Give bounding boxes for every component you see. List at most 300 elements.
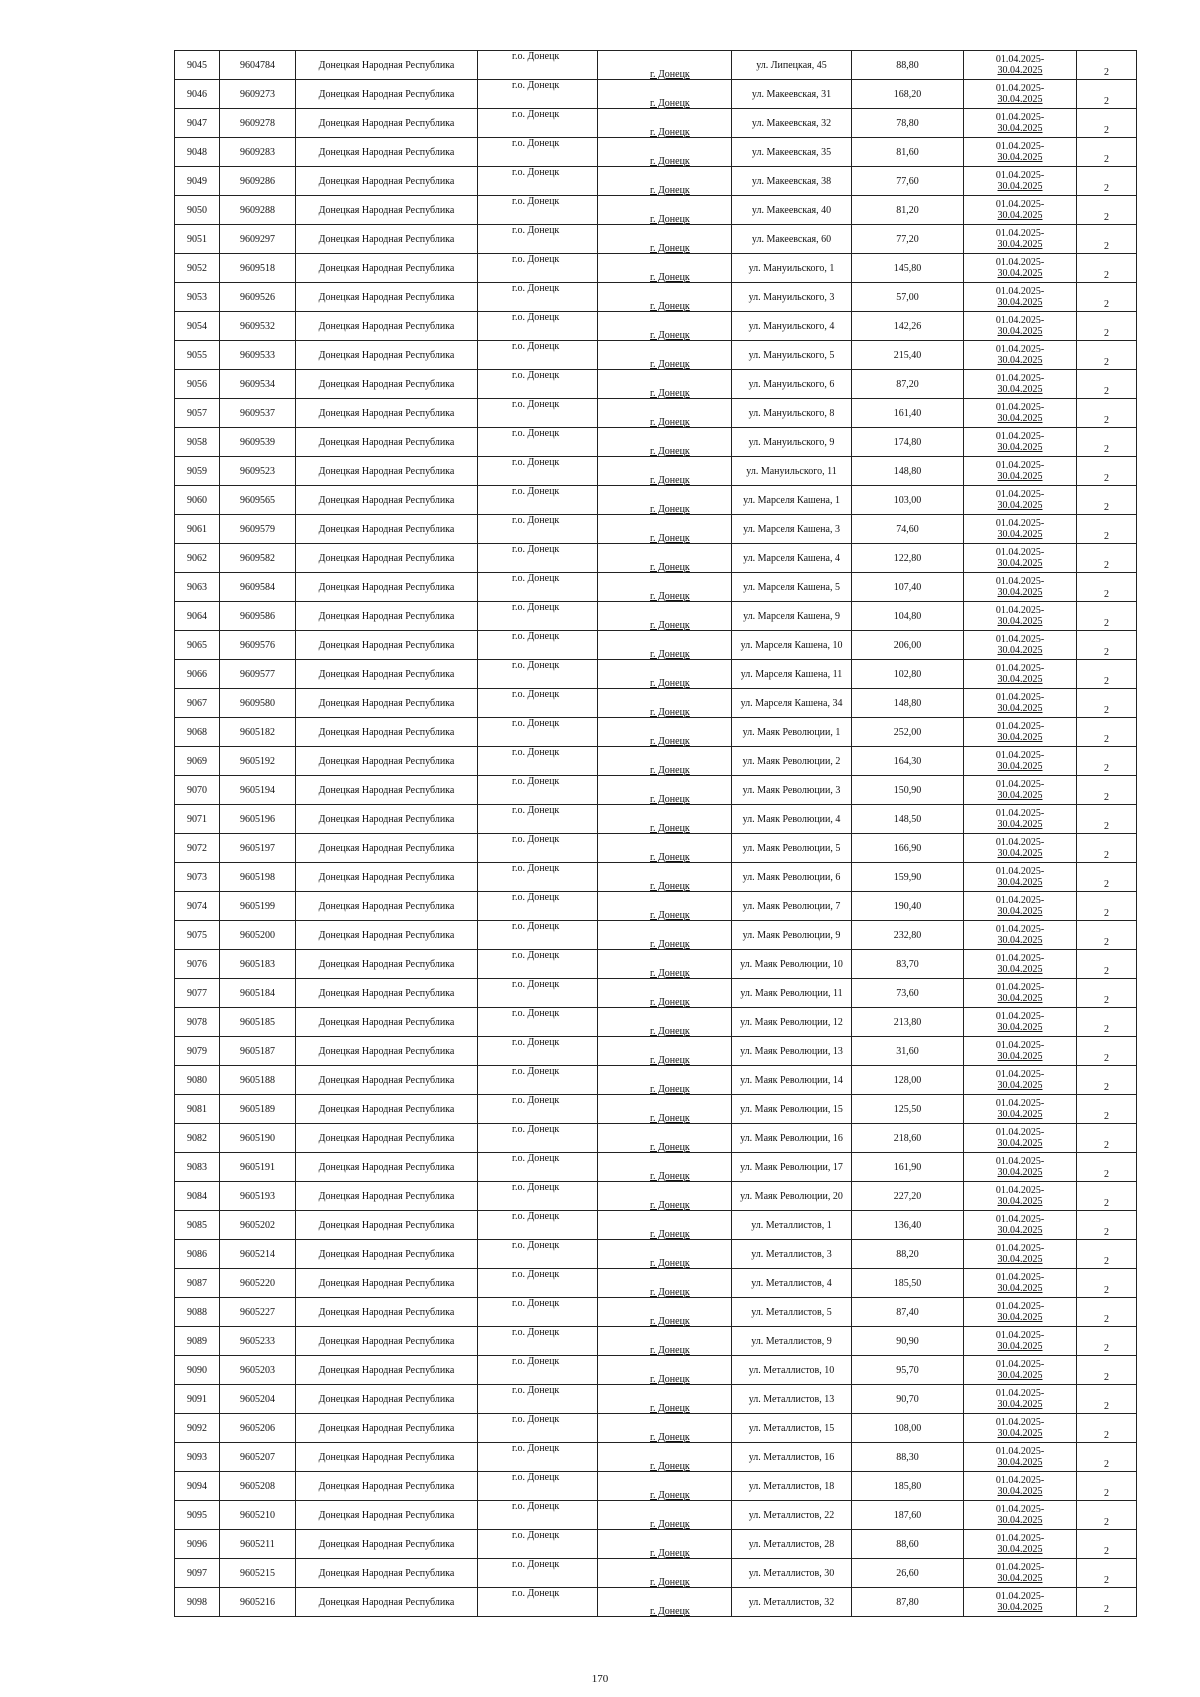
city-name-text: г. Донецк — [650, 620, 690, 631]
row-number: 9062 — [175, 544, 220, 573]
street-address: ул. Металлистов, 5 — [732, 1298, 852, 1327]
period-start: 01.04.2025- — [995, 1504, 1045, 1515]
table-row — [175, 80, 1137, 109]
area-value: 107,40 — [852, 573, 964, 602]
urban-district — [478, 573, 598, 602]
region-name: Донецкая Народная Республика — [296, 225, 478, 254]
table-row — [175, 776, 1137, 805]
city-name-text: г. Донецк — [650, 185, 690, 196]
table-row — [175, 892, 1137, 921]
city-name-text: г. Донецк — [650, 910, 690, 921]
city-name-text: г. Донецк — [650, 1142, 690, 1153]
urban-district — [478, 805, 598, 834]
period-end: 30.04.2025 — [997, 906, 1043, 917]
area-value: 185,80 — [852, 1472, 964, 1501]
count-value-text: 2 — [1104, 937, 1109, 948]
city-name-text: г. Донецк — [650, 1200, 690, 1211]
region-name: Донецкая Народная Республика — [296, 921, 478, 950]
urban-district-text: г.о. Донецк — [512, 660, 560, 671]
object-code: 9605203 — [220, 1356, 296, 1385]
period-end: 30.04.2025 — [997, 645, 1043, 656]
period — [964, 805, 1077, 834]
area-value: 88,80 — [852, 51, 964, 80]
count-value — [1077, 1153, 1137, 1182]
period — [964, 602, 1077, 631]
area-value: 87,40 — [852, 1298, 964, 1327]
urban-district-text: г.о. Донецк — [512, 1008, 560, 1019]
object-code: 9609579 — [220, 515, 296, 544]
period-end: 30.04.2025 — [997, 123, 1043, 134]
row-number: 9096 — [175, 1530, 220, 1559]
region-name: Донецкая Народная Республика — [296, 1443, 478, 1472]
object-code: 9609534 — [220, 370, 296, 399]
urban-district — [478, 1066, 598, 1095]
table-row — [175, 1327, 1137, 1356]
period-start: 01.04.2025- — [995, 170, 1045, 181]
row-number: 9073 — [175, 863, 220, 892]
object-code: 9605204 — [220, 1385, 296, 1414]
period-start: 01.04.2025- — [995, 1359, 1045, 1370]
region-name: Донецкая Народная Республика — [296, 776, 478, 805]
period — [964, 1066, 1077, 1095]
area-value: 206,00 — [852, 631, 964, 660]
urban-district-text: г.о. Донецк — [512, 1211, 560, 1222]
area-value: 83,70 — [852, 950, 964, 979]
street-address: ул. Металлистов, 9 — [732, 1327, 852, 1356]
city-name — [598, 1298, 732, 1327]
region-name: Донецкая Народная Республика — [296, 515, 478, 544]
period-end: 30.04.2025 — [997, 1573, 1043, 1584]
period — [964, 718, 1077, 747]
urban-district — [478, 515, 598, 544]
region-name: Донецкая Народная Республика — [296, 689, 478, 718]
row-number: 9052 — [175, 254, 220, 283]
area-value: 88,30 — [852, 1443, 964, 1472]
row-number: 9088 — [175, 1298, 220, 1327]
period — [964, 1501, 1077, 1530]
object-code: 9605185 — [220, 1008, 296, 1037]
count-value-text: 2 — [1104, 618, 1109, 629]
table-row — [175, 167, 1137, 196]
table-row — [175, 863, 1137, 892]
object-code: 9605183 — [220, 950, 296, 979]
region-name: Донецкая Народная Республика — [296, 196, 478, 225]
table-row — [175, 225, 1137, 254]
city-name-text: г. Донецк — [650, 1258, 690, 1269]
city-name — [598, 283, 732, 312]
street-address: ул. Металлистов, 15 — [732, 1414, 852, 1443]
city-name — [598, 1472, 732, 1501]
area-value: 185,50 — [852, 1269, 964, 1298]
count-value — [1077, 167, 1137, 196]
city-name-text: г. Донецк — [650, 765, 690, 776]
street-address: ул. Маяк Революции, 14 — [732, 1066, 852, 1095]
count-value — [1077, 1211, 1137, 1240]
table-row — [175, 979, 1137, 1008]
period-end: 30.04.2025 — [997, 703, 1043, 714]
count-value-text: 2 — [1104, 705, 1109, 716]
count-value-text: 2 — [1104, 415, 1109, 426]
count-value — [1077, 1037, 1137, 1066]
row-number: 9045 — [175, 51, 220, 80]
row-number: 9063 — [175, 573, 220, 602]
urban-district-text: г.о. Донецк — [512, 1559, 560, 1570]
area-value: 215,40 — [852, 341, 964, 370]
area-value: 74,60 — [852, 515, 964, 544]
urban-district-text: г.о. Донецк — [512, 950, 560, 961]
period — [964, 1153, 1077, 1182]
period-end: 30.04.2025 — [997, 152, 1043, 163]
row-number: 9075 — [175, 921, 220, 950]
period-end: 30.04.2025 — [997, 355, 1043, 366]
area-value: 166,90 — [852, 834, 964, 863]
city-name — [598, 1385, 732, 1414]
area-value: 190,40 — [852, 892, 964, 921]
city-name-text: г. Донецк — [650, 504, 690, 515]
region-name: Донецкая Народная Республика — [296, 747, 478, 776]
object-code: 9604784 — [220, 51, 296, 80]
period-start: 01.04.2025- — [995, 982, 1045, 993]
region-name: Донецкая Народная Республика — [296, 834, 478, 863]
urban-district — [478, 718, 598, 747]
city-name-text: г. Донецк — [650, 156, 690, 167]
street-address: ул. Маяк Революции, 7 — [732, 892, 852, 921]
urban-district — [478, 1124, 598, 1153]
city-name — [598, 921, 732, 950]
count-value — [1077, 515, 1137, 544]
count-value-text: 2 — [1104, 270, 1109, 281]
count-value — [1077, 892, 1137, 921]
area-value: 78,80 — [852, 109, 964, 138]
city-name — [598, 631, 732, 660]
urban-district-text: г.о. Донецк — [512, 80, 560, 91]
count-value-text: 2 — [1104, 1285, 1109, 1296]
region-name: Донецкая Народная Республика — [296, 312, 478, 341]
period — [964, 1385, 1077, 1414]
period-start: 01.04.2025- — [995, 895, 1045, 906]
area-value: 168,20 — [852, 80, 964, 109]
street-address: ул. Маяк Революции, 15 — [732, 1095, 852, 1124]
count-value — [1077, 225, 1137, 254]
urban-district — [478, 776, 598, 805]
urban-district — [478, 1211, 598, 1240]
object-code: 9605197 — [220, 834, 296, 863]
urban-district — [478, 312, 598, 341]
urban-district — [478, 1588, 598, 1617]
period-start: 01.04.2025- — [995, 1127, 1045, 1138]
area-value: 57,00 — [852, 283, 964, 312]
period-end: 30.04.2025 — [997, 993, 1043, 1004]
street-address: ул. Маяк Революции, 17 — [732, 1153, 852, 1182]
table-row — [175, 1095, 1137, 1124]
period-start: 01.04.2025- — [995, 605, 1045, 616]
count-value-text: 2 — [1104, 1198, 1109, 1209]
city-name — [598, 1559, 732, 1588]
period-end: 30.04.2025 — [997, 1370, 1043, 1381]
count-value — [1077, 80, 1137, 109]
count-value — [1077, 51, 1137, 80]
city-name-text: г. Донецк — [650, 736, 690, 747]
count-value — [1077, 950, 1137, 979]
object-code: 9605208 — [220, 1472, 296, 1501]
object-code: 9609577 — [220, 660, 296, 689]
period-end: 30.04.2025 — [997, 471, 1043, 482]
region-name: Донецкая Народная Республика — [296, 1269, 478, 1298]
count-value-text: 2 — [1104, 792, 1109, 803]
row-number: 9069 — [175, 747, 220, 776]
region-name: Донецкая Народная Республика — [296, 399, 478, 428]
object-code: 9609288 — [220, 196, 296, 225]
region-name: Донецкая Народная Республика — [296, 1356, 478, 1385]
count-value — [1077, 1559, 1137, 1588]
object-code: 9605233 — [220, 1327, 296, 1356]
city-name-text: г. Донецк — [650, 388, 690, 399]
street-address: ул. Макеевская, 60 — [732, 225, 852, 254]
count-value — [1077, 921, 1137, 950]
city-name — [598, 1588, 732, 1617]
area-value: 88,20 — [852, 1240, 964, 1269]
region-name: Донецкая Народная Республика — [296, 1327, 478, 1356]
object-code: 9609523 — [220, 457, 296, 486]
period-start: 01.04.2025- — [995, 344, 1045, 355]
period — [964, 1327, 1077, 1356]
area-value: 174,80 — [852, 428, 964, 457]
region-name: Донецкая Народная Республика — [296, 631, 478, 660]
city-name-text: г. Донецк — [650, 69, 690, 80]
street-address: ул. Мануильского, 6 — [732, 370, 852, 399]
count-value-text: 2 — [1104, 1256, 1109, 1267]
count-value-text: 2 — [1104, 1459, 1109, 1470]
count-value-text: 2 — [1104, 966, 1109, 977]
object-code: 9609533 — [220, 341, 296, 370]
city-name — [598, 573, 732, 602]
region-name: Донецкая Народная Республика — [296, 863, 478, 892]
object-code: 9605184 — [220, 979, 296, 1008]
period-end: 30.04.2025 — [997, 529, 1043, 540]
table-row — [175, 602, 1137, 631]
row-number: 9086 — [175, 1240, 220, 1269]
city-name-text: г. Донецк — [650, 1374, 690, 1385]
period — [964, 1269, 1077, 1298]
period — [964, 1240, 1077, 1269]
row-number: 9074 — [175, 892, 220, 921]
urban-district-text: г.о. Донецк — [512, 979, 560, 990]
area-value: 73,60 — [852, 979, 964, 1008]
region-name: Донецкая Народная Республика — [296, 254, 478, 283]
period-start: 01.04.2025- — [995, 779, 1045, 790]
table-row — [175, 1008, 1137, 1037]
urban-district-text: г.о. Донецк — [512, 747, 560, 758]
count-value-text: 2 — [1104, 1314, 1109, 1325]
urban-district — [478, 1095, 598, 1124]
period — [964, 283, 1077, 312]
city-name-text: г. Донецк — [650, 1113, 690, 1124]
city-name-text: г. Донецк — [650, 446, 690, 457]
urban-district-text: г.о. Донецк — [512, 776, 560, 787]
period — [964, 689, 1077, 718]
street-address: ул. Мануильского, 11 — [732, 457, 852, 486]
urban-district — [478, 979, 598, 1008]
urban-district-text: г.о. Донецк — [512, 225, 560, 236]
object-code: 9605200 — [220, 921, 296, 950]
table-row — [175, 689, 1137, 718]
row-number: 9080 — [175, 1066, 220, 1095]
period — [964, 370, 1077, 399]
page-number: 170 — [591, 1673, 609, 1685]
count-value — [1077, 1327, 1137, 1356]
region-name: Донецкая Народная Республика — [296, 1037, 478, 1066]
period — [964, 1530, 1077, 1559]
count-value-text: 2 — [1104, 1575, 1109, 1586]
period-end: 30.04.2025 — [997, 732, 1043, 743]
urban-district — [478, 1298, 598, 1327]
urban-district-text: г.о. Донецк — [512, 1414, 560, 1425]
region-name: Донецкая Народная Республика — [296, 341, 478, 370]
region-name: Донецкая Народная Республика — [296, 1008, 478, 1037]
city-name-text: г. Донецк — [650, 1490, 690, 1501]
city-name-text: г. Донецк — [650, 1316, 690, 1327]
city-name — [598, 486, 732, 515]
period — [964, 1182, 1077, 1211]
row-number: 9089 — [175, 1327, 220, 1356]
period-start: 01.04.2025- — [995, 1591, 1045, 1602]
period — [964, 863, 1077, 892]
urban-district-text: г.о. Донецк — [512, 254, 560, 265]
count-value-text: 2 — [1104, 1169, 1109, 1180]
urban-district — [478, 254, 598, 283]
row-number: 9076 — [175, 950, 220, 979]
period-end: 30.04.2025 — [997, 1225, 1043, 1236]
urban-district — [478, 1385, 598, 1414]
period-end: 30.04.2025 — [997, 442, 1043, 453]
area-value: 142,26 — [852, 312, 964, 341]
count-value-text: 2 — [1104, 995, 1109, 1006]
urban-district — [478, 631, 598, 660]
city-name — [598, 515, 732, 544]
count-value-text: 2 — [1104, 328, 1109, 339]
count-value-text: 2 — [1104, 763, 1109, 774]
city-name — [598, 1269, 732, 1298]
city-name-text: г. Донецк — [650, 1229, 690, 1240]
period-end: 30.04.2025 — [997, 1602, 1043, 1613]
row-number: 9047 — [175, 109, 220, 138]
urban-district-text: г.о. Донецк — [512, 1066, 560, 1077]
period-end: 30.04.2025 — [997, 239, 1043, 250]
row-number: 9049 — [175, 167, 220, 196]
city-name-text: г. Донецк — [650, 1606, 690, 1617]
area-value: 81,60 — [852, 138, 964, 167]
count-value — [1077, 863, 1137, 892]
period — [964, 776, 1077, 805]
period — [964, 51, 1077, 80]
object-code: 9605190 — [220, 1124, 296, 1153]
urban-district-text: г.о. Донецк — [512, 515, 560, 526]
urban-district — [478, 1240, 598, 1269]
street-address: ул. Металлистов, 1 — [732, 1211, 852, 1240]
period — [964, 1298, 1077, 1327]
count-value — [1077, 660, 1137, 689]
period-start: 01.04.2025- — [995, 286, 1045, 297]
street-address: ул. Маяк Революции, 11 — [732, 979, 852, 1008]
period-end: 30.04.2025 — [997, 1138, 1043, 1149]
city-name-text: г. Донецк — [650, 243, 690, 254]
area-value: 125,50 — [852, 1095, 964, 1124]
urban-district — [478, 51, 598, 80]
count-value — [1077, 718, 1137, 747]
period — [964, 225, 1077, 254]
urban-district-text: г.о. Донецк — [512, 573, 560, 584]
urban-district-text: г.о. Донецк — [512, 428, 560, 439]
period — [964, 979, 1077, 1008]
count-value — [1077, 1298, 1137, 1327]
count-value-text: 2 — [1104, 386, 1109, 397]
urban-district — [478, 1327, 598, 1356]
urban-district — [478, 109, 598, 138]
period-end: 30.04.2025 — [997, 761, 1043, 772]
urban-district-text: г.о. Донецк — [512, 1037, 560, 1048]
urban-district — [478, 80, 598, 109]
period-end: 30.04.2025 — [997, 819, 1043, 830]
object-code: 9605214 — [220, 1240, 296, 1269]
urban-district-text: г.о. Донецк — [512, 689, 560, 700]
period-start: 01.04.2025- — [995, 489, 1045, 500]
city-name-text: г. Донецк — [650, 417, 690, 428]
count-value — [1077, 1443, 1137, 1472]
urban-district-text: г.о. Донецк — [512, 312, 560, 323]
street-address: ул. Маяк Революции, 16 — [732, 1124, 852, 1153]
street-address: ул. Маяк Революции, 9 — [732, 921, 852, 950]
street-address: ул. Металлистов, 32 — [732, 1588, 852, 1617]
region-name: Донецкая Народная Республика — [296, 1182, 478, 1211]
region-name: Донецкая Народная Республика — [296, 544, 478, 573]
count-value-text: 2 — [1104, 821, 1109, 832]
period-start: 01.04.2025- — [995, 663, 1045, 674]
urban-district-text: г.о. Донецк — [512, 631, 560, 642]
count-value — [1077, 1414, 1137, 1443]
urban-district — [478, 892, 598, 921]
row-number: 9057 — [175, 399, 220, 428]
count-value-text: 2 — [1104, 908, 1109, 919]
period — [964, 544, 1077, 573]
area-value: 148,80 — [852, 457, 964, 486]
row-number: 9097 — [175, 1559, 220, 1588]
period-start: 01.04.2025- — [995, 1330, 1045, 1341]
period-end: 30.04.2025 — [997, 210, 1043, 221]
city-name — [598, 805, 732, 834]
period-end: 30.04.2025 — [997, 1515, 1043, 1526]
period-end: 30.04.2025 — [997, 877, 1043, 888]
region-name: Донецкая Народная Республика — [296, 1240, 478, 1269]
urban-district-text: г.о. Донецк — [512, 1385, 560, 1396]
city-name — [598, 1066, 732, 1095]
count-value — [1077, 1182, 1137, 1211]
urban-district-text: г.о. Донецк — [512, 1327, 560, 1338]
street-address: ул. Маяк Революции, 4 — [732, 805, 852, 834]
row-number: 9093 — [175, 1443, 220, 1472]
street-address: ул. Металлистов, 13 — [732, 1385, 852, 1414]
city-name-text: г. Донецк — [650, 939, 690, 950]
urban-district — [478, 689, 598, 718]
city-name — [598, 747, 732, 776]
object-code: 9605187 — [220, 1037, 296, 1066]
region-name: Донецкая Народная Республика — [296, 80, 478, 109]
city-name — [598, 312, 732, 341]
street-address: ул. Мануильского, 4 — [732, 312, 852, 341]
urban-district-text: г.о. Донецк — [512, 138, 560, 149]
table-row — [175, 515, 1137, 544]
period-start: 01.04.2025- — [995, 1214, 1045, 1225]
table-row — [175, 1443, 1137, 1472]
